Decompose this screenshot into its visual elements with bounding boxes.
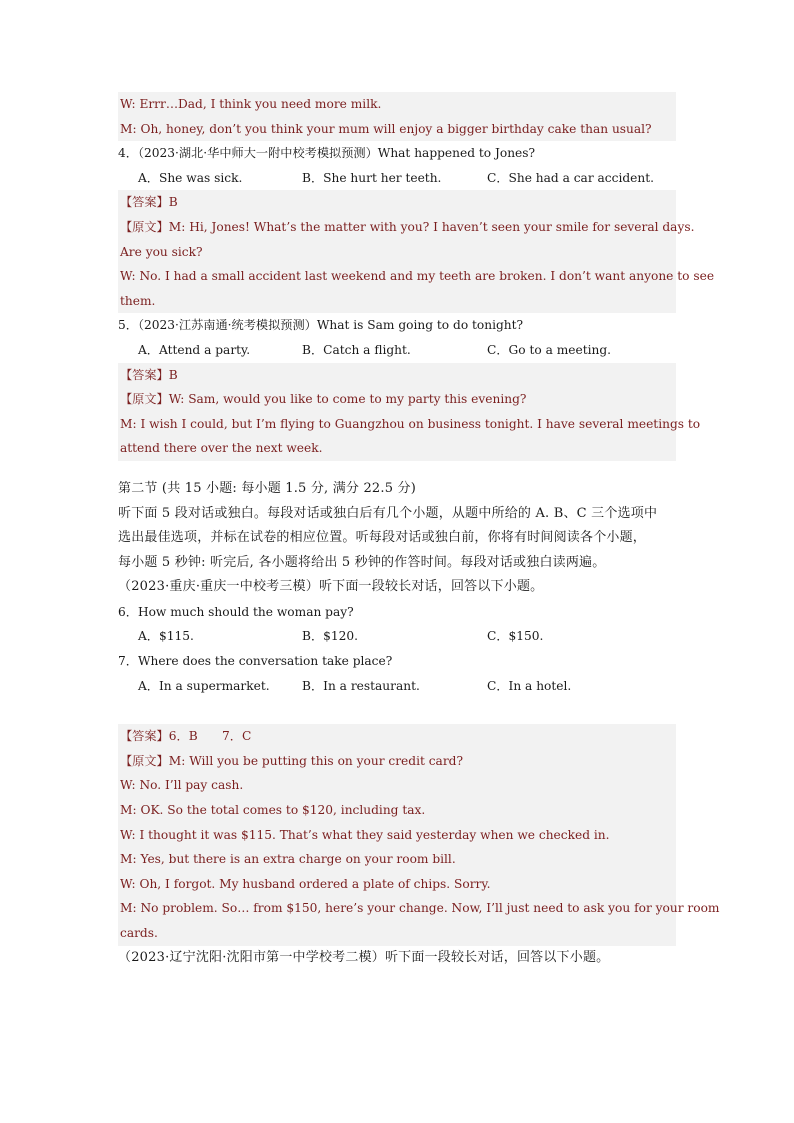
transcript-line: them. bbox=[118, 289, 676, 314]
question-6-options bbox=[118, 624, 676, 649]
transcript-line: M: OK. So the total comes to $120, including tax. bbox=[118, 798, 676, 823]
question-7-options bbox=[118, 674, 676, 699]
transcript-line: cards. bbox=[118, 921, 676, 946]
source-line: （2023·重庆·重庆一中校考三模）听下面一段较长对话，回答以下小题。 bbox=[118, 579, 544, 595]
transcript-line: 【原文】W: Sam, would you like to come to my party this evening? bbox=[118, 387, 676, 412]
option-c: C．$150. bbox=[487, 629, 544, 644]
question-4-options bbox=[118, 166, 676, 191]
transcript-line: M: I wish I could, but I’m flying to Guangzhou on business tonight. I have several meetings to bbox=[118, 412, 676, 437]
transcript-line: 【原文】M: Will you be putting this on your credit card? bbox=[118, 749, 676, 774]
transcript-line: Are you sick? bbox=[118, 240, 676, 265]
transcript-line: 【原文】M: Hi, Jones! What’s the matter with you? I haven’t seen your smile for several days. bbox=[118, 215, 676, 240]
transcript-line: M: Yes, but there is an extra charge on your room bill. bbox=[118, 847, 676, 872]
answer-4: 【答案】B bbox=[118, 190, 676, 215]
option-c: C．In a hotel. bbox=[487, 678, 572, 693]
transcript-line: W: Errr…Dad, I think you need more milk. bbox=[118, 92, 676, 117]
question-5-options bbox=[118, 338, 676, 363]
transcript-line: W: I thought it was $115. That’s what they said yesterday when we checked in. bbox=[118, 823, 676, 848]
source-line: （2023·辽宁沈阳·沈阳市第一中学校考二模）听下面一段较长对话，回答以下小题。 bbox=[118, 949, 610, 965]
section-heading: 第二节 (共 15 小题: 每小题 1.5 分, 满分 22.5 分) bbox=[118, 480, 417, 496]
option-a: A．In a supermarket. bbox=[138, 678, 270, 693]
transcript-line: attend there over the next week. bbox=[118, 436, 676, 461]
option-c: C．She had a car accident. bbox=[487, 170, 654, 185]
transcript-line: W: Oh, I forgot. My husband ordered a plate of chips. Sorry. bbox=[118, 872, 676, 897]
transcript-line: W: No. I’ll pay cash. bbox=[118, 773, 676, 798]
document-page bbox=[118, 92, 720, 970]
option-b: B．Catch a flight. bbox=[302, 342, 411, 357]
option-c: C．Go to a meeting. bbox=[487, 342, 612, 357]
option-a: A．Attend a party. bbox=[138, 342, 251, 357]
question-5: 5．（2023·江苏南通·统考模拟预测）What is Sam going to do tonight? bbox=[118, 318, 524, 333]
question-4: 4．（2023·湖北·华中师大一附中校考模拟预测）What happened to Jones? bbox=[118, 146, 536, 161]
option-a: A．She was sick. bbox=[138, 170, 243, 185]
question-7: 7．Where does the conversation take place? bbox=[118, 654, 393, 669]
instruction-line: 选出最佳选项，并标在试卷的相应位置。听每段对话或独白前，你将有时间阅读各个小题， bbox=[118, 530, 647, 546]
question-6: 6．How much should the woman pay? bbox=[118, 604, 354, 619]
instruction-line: 每小题 5 秒钟: 听完后, 各小题将给出 5 秒钟的作答时间。每段对话或独白读两遍。 bbox=[118, 554, 606, 570]
answer-6-7: 【答案】6．B 7．C bbox=[118, 724, 676, 749]
option-b: B．She hurt her teeth. bbox=[302, 170, 442, 185]
transcript-line: M: No problem. So… from $150, here’s your change. Now, I’ll just need to ask you for your room bbox=[118, 896, 676, 921]
option-b: B．$120. bbox=[302, 629, 359, 644]
option-a: A．$115. bbox=[138, 629, 194, 644]
transcript-line: M: Oh, honey, don’t you think your mum will enjoy a bigger birthday cake than usual? bbox=[118, 117, 676, 142]
answer-5: 【答案】B bbox=[118, 363, 676, 388]
instruction-line: 听下面 5 段对话或独白。每段对话或独白后有几个小题，从题中所给的 A. B、C 三个选项中 bbox=[118, 505, 658, 521]
option-b: B．In a restaurant. bbox=[302, 678, 420, 693]
transcript-line: W: No. I had a small accident last weekend and my teeth are broken. I don’t want anyone to see bbox=[118, 264, 676, 289]
